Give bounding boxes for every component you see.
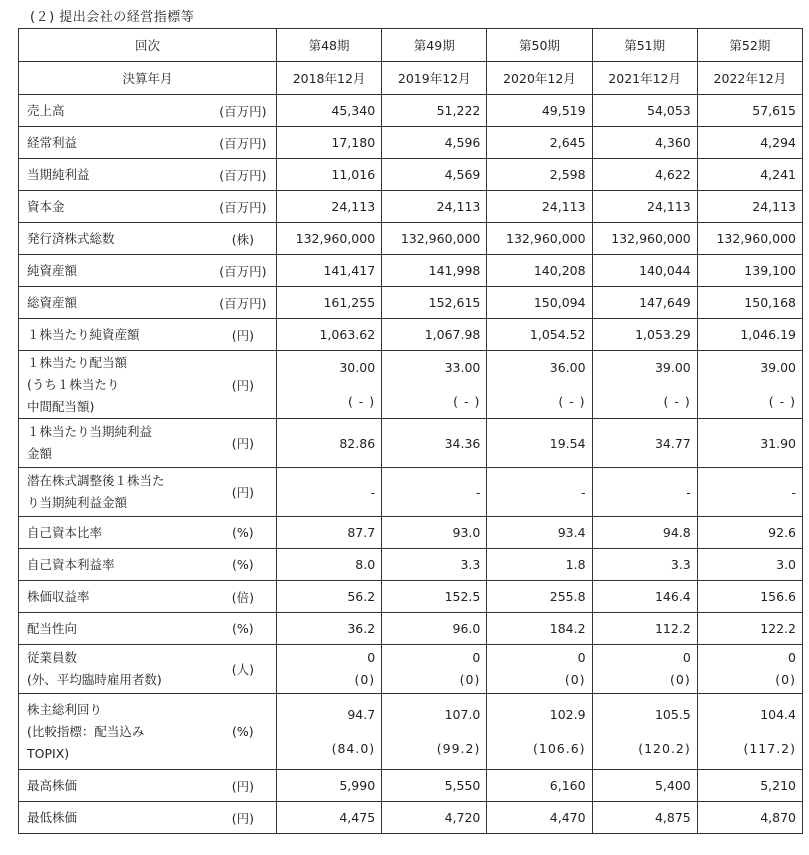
row-label-line: TOPIX) [27, 745, 70, 761]
row-unit: (円) [210, 468, 277, 517]
row-unit: (%) [210, 549, 277, 581]
table-row [19, 127, 803, 159]
value-cell: - [487, 468, 592, 517]
table-row [19, 549, 803, 581]
period-header: 第50期 [487, 29, 592, 62]
value-cell: - [592, 468, 697, 517]
row-label: 経常利益 [19, 127, 210, 159]
value-cell [697, 694, 802, 770]
row-label: 純資産額 [19, 255, 210, 287]
row-label-line: 中間配当額) [27, 398, 95, 414]
secondary-value: (84.0) [331, 740, 376, 756]
header-row-date [19, 62, 803, 95]
value-cell: 3.3 [382, 549, 487, 581]
value-cell: 4,475 [276, 802, 381, 834]
value-cell [276, 694, 381, 770]
table-row [19, 581, 803, 613]
row-label: 発行済株式総数 [19, 223, 210, 255]
value-cell: 122.2 [697, 613, 802, 645]
value-cell [276, 645, 381, 694]
table-row [19, 468, 803, 517]
secondary-value: ( - ) [558, 393, 586, 409]
secondary-value: (99.2) [436, 740, 481, 756]
date-header: 2020年12月 [487, 62, 592, 95]
value-cell [382, 351, 487, 419]
primary-value: 102.9 [549, 706, 586, 722]
row-label: 自己資本比率 [19, 517, 210, 549]
value-cell: - [276, 468, 381, 517]
value-cell [487, 694, 592, 770]
row-unit: (%) [210, 517, 277, 549]
financial-indicators-table [18, 28, 803, 834]
table-row [19, 255, 803, 287]
value-cell: 24,113 [697, 191, 802, 223]
row-label-line: 従業員数 [27, 650, 78, 665]
period-header: 第48期 [276, 29, 381, 62]
value-cell: 87.7 [276, 517, 381, 549]
value-cell: - [382, 468, 487, 517]
table-row [19, 95, 803, 127]
spacer [277, 726, 375, 738]
table-row [19, 694, 803, 770]
row-unit: (円) [210, 770, 277, 802]
value-cell: 4,596 [382, 127, 487, 159]
row-unit: (百万円) [210, 255, 277, 287]
row-unit: (百万円) [210, 127, 277, 159]
row-label: 総資産額 [19, 287, 210, 319]
spacer [593, 379, 691, 391]
row-unit: (倍) [210, 581, 277, 613]
value-cell: 132,960,000 [382, 223, 487, 255]
value-cell: 132,960,000 [592, 223, 697, 255]
value-cell: 141,998 [382, 255, 487, 287]
value-cell [487, 645, 592, 694]
secondary-value: ( - ) [347, 393, 376, 409]
row-unit: (株) [210, 223, 277, 255]
value-cell: 82.86 [276, 419, 381, 468]
value-cell: 51,222 [382, 95, 487, 127]
value-cell: 94.8 [592, 517, 697, 549]
row-unit: (円) [210, 419, 277, 468]
value-cell: 1,067.98 [382, 319, 487, 351]
value-cell: 34.77 [592, 419, 697, 468]
date-header: 2022年12月 [697, 62, 802, 95]
value-cell [592, 645, 697, 694]
value-cell [592, 694, 697, 770]
date-header: 2018年12月 [276, 62, 381, 95]
value-cell [382, 645, 487, 694]
value-cell: 152,615 [382, 287, 487, 319]
row-label: 最高株価 [19, 770, 210, 802]
secondary-value: (106.6) [533, 740, 586, 756]
value-cell: 6,160 [487, 770, 592, 802]
row-unit: (百万円) [210, 287, 277, 319]
value-cell: 93.4 [487, 517, 592, 549]
row-label-line: 金額 [27, 446, 53, 461]
value-cell: 92.6 [697, 517, 802, 549]
row-unit: (%) [210, 694, 277, 770]
table-row [19, 191, 803, 223]
value-cell: 150,168 [697, 287, 802, 319]
row-label: 資本金 [19, 191, 210, 223]
value-cell: 4,720 [382, 802, 487, 834]
value-cell: 140,208 [487, 255, 592, 287]
primary-value: 0 [367, 650, 376, 665]
value-cell [697, 645, 802, 694]
row-label [19, 694, 210, 770]
primary-value: 0 [682, 650, 691, 665]
value-cell: 1,054.52 [487, 319, 592, 351]
table-row [19, 517, 803, 549]
row-unit: (円) [210, 351, 277, 419]
value-cell: 4,875 [592, 802, 697, 834]
value-cell: 45,340 [276, 95, 381, 127]
secondary-value: (0) [459, 672, 481, 687]
period-label: 回次 [19, 29, 277, 62]
value-cell: 57,615 [697, 95, 802, 127]
value-cell: 255.8 [487, 581, 592, 613]
spacer [382, 379, 480, 391]
value-cell: 2,645 [487, 127, 592, 159]
date-header: 2021年12月 [592, 62, 697, 95]
section-title: (２) 提出会社の経営指標等 [30, 10, 195, 25]
row-unit: (百万円) [210, 191, 277, 223]
secondary-value: (0) [354, 672, 376, 687]
value-cell: 56.2 [276, 581, 381, 613]
value-cell: 132,960,000 [276, 223, 381, 255]
row-label-line: (比較指標：配当込み [27, 723, 145, 739]
value-cell: 5,990 [276, 770, 381, 802]
row-unit: (円) [210, 802, 277, 834]
value-cell: 140,044 [592, 255, 697, 287]
value-cell: 4,622 [592, 159, 697, 191]
secondary-value: ( - ) [768, 393, 796, 409]
value-cell: 3.0 [697, 549, 802, 581]
period-header: 第51期 [592, 29, 697, 62]
value-cell: 147,649 [592, 287, 697, 319]
table-row [19, 287, 803, 319]
row-label-line: １株当たり配当額 [27, 354, 128, 370]
table-row [19, 802, 803, 834]
value-cell: 139,100 [697, 255, 802, 287]
value-cell: 132,960,000 [697, 223, 802, 255]
value-cell: 24,113 [487, 191, 592, 223]
secondary-value: (0) [775, 672, 796, 687]
secondary-value: (0) [564, 672, 586, 687]
header-row-period [19, 29, 803, 62]
table-row [19, 645, 803, 694]
value-cell: 1.8 [487, 549, 592, 581]
date-header: 2019年12月 [382, 62, 487, 95]
value-cell: 4,470 [487, 802, 592, 834]
value-cell: 150,094 [487, 287, 592, 319]
row-unit: (百万円) [210, 95, 277, 127]
primary-value: 0 [472, 650, 481, 665]
row-label: 配当性向 [19, 613, 210, 645]
value-cell: 146.4 [592, 581, 697, 613]
table-row [19, 613, 803, 645]
spacer [698, 726, 796, 738]
primary-value: 33.00 [444, 359, 481, 375]
value-cell [487, 351, 592, 419]
row-label [19, 645, 210, 694]
spacer [382, 726, 480, 738]
period-header: 第49期 [382, 29, 487, 62]
value-cell: 141,417 [276, 255, 381, 287]
value-cell: 24,113 [382, 191, 487, 223]
primary-value: 39.00 [760, 359, 796, 375]
row-unit: (百万円) [210, 159, 277, 191]
primary-value: 0 [788, 650, 796, 665]
value-cell: 4,241 [697, 159, 802, 191]
secondary-value: ( - ) [453, 393, 481, 409]
value-cell: 5,210 [697, 770, 802, 802]
value-cell: 156.6 [697, 581, 802, 613]
value-cell: 54,053 [592, 95, 697, 127]
value-cell: - [697, 468, 802, 517]
secondary-value: (120.2) [638, 740, 691, 756]
row-label [19, 468, 210, 517]
row-label: 自己資本利益率 [19, 549, 210, 581]
value-cell: 24,113 [276, 191, 381, 223]
row-label: 売上高 [19, 95, 210, 127]
value-cell: 19.54 [487, 419, 592, 468]
value-cell: 31.90 [697, 419, 802, 468]
row-label-line: 潜在株式調整後１株当た [27, 473, 165, 488]
primary-value: 107.0 [444, 706, 481, 722]
value-cell: 132,960,000 [487, 223, 592, 255]
row-label: 当期純利益 [19, 159, 210, 191]
value-cell: 17,180 [276, 127, 381, 159]
value-cell: 5,400 [592, 770, 697, 802]
value-cell: 93.0 [382, 517, 487, 549]
value-cell [382, 694, 487, 770]
value-cell: 36.2 [276, 613, 381, 645]
row-label [19, 351, 210, 419]
table-row [19, 319, 803, 351]
secondary-value: ( - ) [663, 393, 691, 409]
row-label-line: り当期純利益金額 [27, 495, 128, 510]
spacer [277, 379, 375, 391]
value-cell: 24,113 [592, 191, 697, 223]
row-unit: (円) [210, 319, 277, 351]
value-cell: 96.0 [382, 613, 487, 645]
row-label-line: (うち１株当たり [27, 376, 120, 392]
value-cell: 8.0 [276, 549, 381, 581]
date-label: 決算年月 [19, 62, 277, 95]
value-cell: 1,053.29 [592, 319, 697, 351]
row-unit: (人) [210, 645, 277, 694]
value-cell: 4,294 [697, 127, 802, 159]
value-cell: 5,550 [382, 770, 487, 802]
value-cell: 11,016 [276, 159, 381, 191]
row-label: 最低株価 [19, 802, 210, 834]
primary-value: 39.00 [654, 359, 691, 375]
row-label-line: １株当たり当期純利益 [27, 424, 153, 439]
value-cell: 4,569 [382, 159, 487, 191]
spacer [698, 379, 796, 391]
table-row [19, 419, 803, 468]
table-row [19, 223, 803, 255]
value-cell: 4,360 [592, 127, 697, 159]
value-cell: 1,046.19 [697, 319, 802, 351]
row-label-line: (外、平均臨時雇用者数) [27, 672, 162, 687]
table-row [19, 351, 803, 419]
primary-value: 104.4 [760, 706, 796, 722]
primary-value: 94.7 [347, 706, 376, 722]
primary-value: 30.00 [339, 359, 376, 375]
row-label [19, 419, 210, 468]
row-label: 株価収益率 [19, 581, 210, 613]
value-cell: 112.2 [592, 613, 697, 645]
value-cell: 161,255 [276, 287, 381, 319]
row-unit: (%) [210, 613, 277, 645]
row-label-line: 株主総利回り [27, 701, 103, 717]
spacer [593, 726, 691, 738]
primary-value: 105.5 [654, 706, 691, 722]
value-cell: 152.5 [382, 581, 487, 613]
row-label: １株当たり純資産額 [19, 319, 210, 351]
value-cell: 3.3 [592, 549, 697, 581]
spacer [487, 379, 585, 391]
secondary-value: (0) [670, 672, 691, 687]
value-cell: 184.2 [487, 613, 592, 645]
value-cell: 34.36 [382, 419, 487, 468]
period-header: 第52期 [697, 29, 802, 62]
value-cell: 49,519 [487, 95, 592, 127]
secondary-value: (117.2) [743, 740, 796, 756]
table-row [19, 770, 803, 802]
value-cell: 2,598 [487, 159, 592, 191]
value-cell: 4,870 [697, 802, 802, 834]
primary-value: 36.00 [549, 359, 586, 375]
table-row [19, 159, 803, 191]
value-cell [592, 351, 697, 419]
value-cell: 1,063.62 [276, 319, 381, 351]
primary-value: 0 [577, 650, 586, 665]
value-cell [697, 351, 802, 419]
value-cell [276, 351, 381, 419]
spacer [487, 726, 585, 738]
